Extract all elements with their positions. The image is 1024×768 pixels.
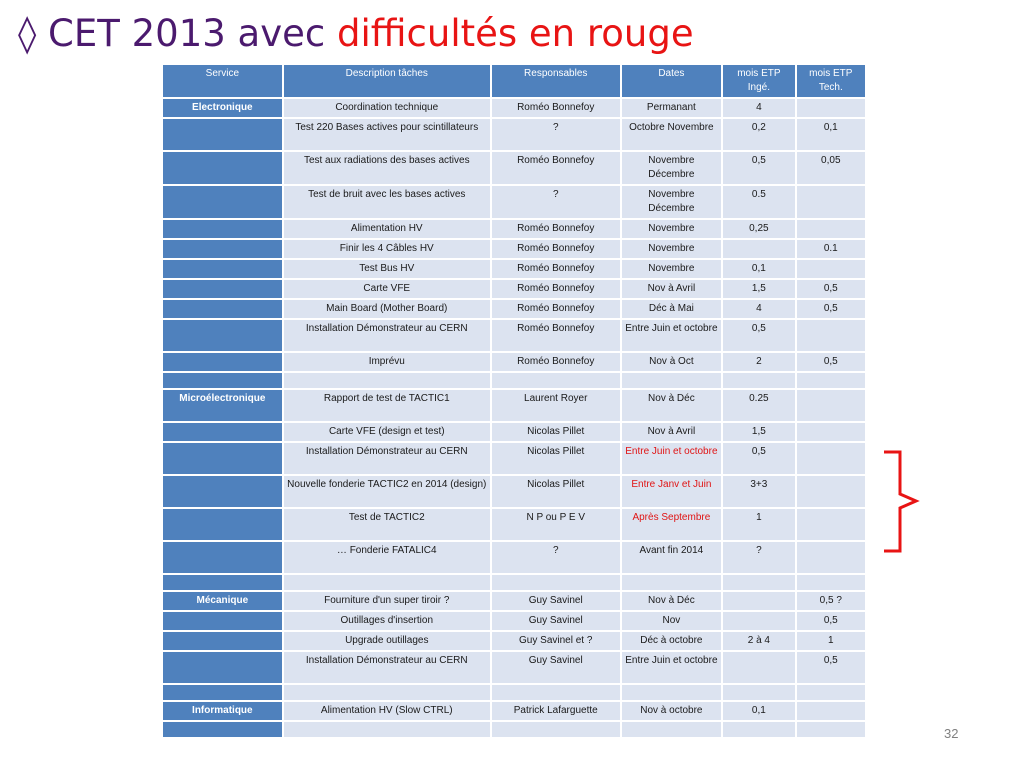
cell-service bbox=[163, 152, 282, 184]
cell-dates: Nov à Déc bbox=[622, 592, 722, 610]
cell-description: Fourniture d'un super tiroir ? bbox=[284, 592, 490, 610]
cell-etp-tech: 0,5 bbox=[797, 612, 865, 630]
title-text: CET 2013 avec bbox=[36, 12, 337, 55]
cell-responsable: Roméo Bonnefoy bbox=[492, 280, 620, 298]
cell-description: Coordination technique bbox=[284, 99, 490, 117]
cell-service bbox=[163, 476, 282, 507]
cell-service bbox=[163, 260, 282, 278]
cell-responsable: Roméo Bonnefoy bbox=[492, 152, 620, 184]
cell-etp-inge: 0,5 bbox=[723, 443, 794, 474]
table-row bbox=[163, 320, 865, 351]
page-number: 32 bbox=[944, 726, 959, 741]
cell-dates: Nov à Avril bbox=[622, 280, 722, 298]
task-table bbox=[161, 63, 867, 739]
cell-etp-inge: 0.5 bbox=[723, 186, 794, 218]
table-row bbox=[163, 632, 865, 650]
cell-service: Microélectronique bbox=[163, 390, 282, 421]
cell-responsable: Patrick Lafarguette bbox=[492, 702, 620, 720]
cell-etp-tech: 1 bbox=[797, 632, 865, 650]
cell-etp-tech: 0,5 bbox=[797, 280, 865, 298]
cell-service bbox=[163, 542, 282, 573]
table-row bbox=[163, 280, 865, 298]
cell-responsable: ? bbox=[492, 186, 620, 218]
cell-description bbox=[284, 575, 490, 590]
cell-responsable: Roméo Bonnefoy bbox=[492, 300, 620, 318]
cell-etp-inge bbox=[723, 373, 794, 388]
cell-description bbox=[284, 685, 490, 700]
cell-etp-tech bbox=[797, 373, 865, 388]
cell-service bbox=[163, 423, 282, 441]
cell-dates: Entre Juin et octobre bbox=[622, 652, 722, 683]
cell-responsable: Roméo Bonnefoy bbox=[492, 260, 620, 278]
cell-etp-tech bbox=[797, 320, 865, 351]
cell-responsable: Guy Savinel bbox=[492, 652, 620, 683]
cell-etp-inge: 0,25 bbox=[723, 220, 794, 238]
cell-etp-inge bbox=[723, 722, 794, 737]
cell-description: Imprévu bbox=[284, 353, 490, 371]
cell-etp-inge: 3+3 bbox=[723, 476, 794, 507]
cell-etp-inge: 1,5 bbox=[723, 423, 794, 441]
cell-etp-inge: 2 à 4 bbox=[723, 632, 794, 650]
cell-description: Alimentation HV (Slow CTRL) bbox=[284, 702, 490, 720]
cell-description: Test de TACTIC2 bbox=[284, 509, 490, 540]
slide-title bbox=[18, 10, 694, 58]
cell-etp-tech: 0,5 bbox=[797, 652, 865, 683]
cell-description: Main Board (Mother Board) bbox=[284, 300, 490, 318]
header-responsables: Responsables bbox=[492, 65, 620, 97]
cell-service bbox=[163, 240, 282, 258]
cell-description: Installation Démonstrateur au CERN bbox=[284, 443, 490, 474]
cell-dates: Déc à octobre bbox=[622, 632, 722, 650]
table-row bbox=[163, 152, 865, 184]
cell-description: Carte VFE bbox=[284, 280, 490, 298]
cell-dates: Octobre Novembre bbox=[622, 119, 722, 150]
cell-description: Alimentation HV bbox=[284, 220, 490, 238]
cell-etp-inge bbox=[723, 592, 794, 610]
cell-responsable: Guy Savinel et ? bbox=[492, 632, 620, 650]
table-row bbox=[163, 260, 865, 278]
cell-description: Test 220 Bases actives pour scintillateurs bbox=[284, 119, 490, 150]
cell-service: Electronique bbox=[163, 99, 282, 117]
header-service: Service bbox=[163, 65, 282, 97]
cell-dates: Entre Juin et octobre bbox=[622, 443, 722, 474]
diamond-icon: ◊ bbox=[18, 12, 37, 55]
table-row bbox=[163, 119, 865, 150]
cell-etp-tech: 0,1 bbox=[797, 119, 865, 150]
cell-dates: Nov à octobre bbox=[622, 702, 722, 720]
cell-etp-inge bbox=[723, 612, 794, 630]
cell-description: Test Bus HV bbox=[284, 260, 490, 278]
cell-responsable bbox=[492, 373, 620, 388]
table-row bbox=[163, 685, 865, 700]
cell-dates: Après Septembre bbox=[622, 509, 722, 540]
header-etp-tech: mois ETP Tech. bbox=[797, 65, 865, 97]
table-header-row bbox=[163, 65, 865, 97]
cell-etp-inge: 4 bbox=[723, 99, 794, 117]
cell-etp-inge: 0,5 bbox=[723, 320, 794, 351]
cell-description: Nouvelle fonderie TACTIC2 en 2014 (design) bbox=[284, 476, 490, 507]
cell-etp-inge: 0,2 bbox=[723, 119, 794, 150]
cell-etp-inge bbox=[723, 575, 794, 590]
cell-etp-inge: 0.25 bbox=[723, 390, 794, 421]
cell-service bbox=[163, 722, 282, 737]
cell-dates bbox=[622, 722, 722, 737]
cell-description: Test de bruit avec les bases actives bbox=[284, 186, 490, 218]
table-row bbox=[163, 702, 865, 720]
cell-service: Informatique bbox=[163, 702, 282, 720]
cell-etp-tech bbox=[797, 390, 865, 421]
cell-etp-inge: 0,1 bbox=[723, 702, 794, 720]
table-row bbox=[163, 373, 865, 388]
cell-etp-tech: 0,5 bbox=[797, 300, 865, 318]
cell-dates: Novembre bbox=[622, 240, 722, 258]
cell-etp-inge: 0,1 bbox=[723, 260, 794, 278]
cell-dates: Nov à Avril bbox=[622, 423, 722, 441]
cell-dates: Permanant bbox=[622, 99, 722, 117]
table-row bbox=[163, 240, 865, 258]
cell-service bbox=[163, 186, 282, 218]
cell-service bbox=[163, 373, 282, 388]
cell-dates bbox=[622, 373, 722, 388]
cell-etp-inge bbox=[723, 685, 794, 700]
cell-etp-tech bbox=[797, 702, 865, 720]
cell-dates: Déc à Mai bbox=[622, 300, 722, 318]
title-red-text: difficultés en rouge bbox=[337, 12, 694, 55]
table-row bbox=[163, 186, 865, 218]
cell-etp-inge bbox=[723, 652, 794, 683]
table-row bbox=[163, 220, 865, 238]
cell-etp-tech bbox=[797, 509, 865, 540]
cell-responsable: Roméo Bonnefoy bbox=[492, 240, 620, 258]
cell-responsable: N P ou P E V bbox=[492, 509, 620, 540]
cell-description: Outillages d'insertion bbox=[284, 612, 490, 630]
cell-service bbox=[163, 220, 282, 238]
cell-service bbox=[163, 280, 282, 298]
cell-etp-tech: 0,5 ? bbox=[797, 592, 865, 610]
cell-etp-tech bbox=[797, 722, 865, 737]
cell-service bbox=[163, 509, 282, 540]
cell-description: Carte VFE (design et test) bbox=[284, 423, 490, 441]
cell-description: Installation Démonstrateur au CERN bbox=[284, 652, 490, 683]
cell-dates: Novembre bbox=[622, 260, 722, 278]
table-body bbox=[163, 99, 865, 737]
cell-dates: Entre Janv et Juin bbox=[622, 476, 722, 507]
cell-etp-tech bbox=[797, 220, 865, 238]
cell-dates: Avant fin 2014 bbox=[622, 542, 722, 573]
cell-dates bbox=[622, 685, 722, 700]
cell-responsable: Nicolas Pillet bbox=[492, 443, 620, 474]
table-row bbox=[163, 509, 865, 540]
cell-description: Installation Démonstrateur au CERN bbox=[284, 320, 490, 351]
cell-etp-tech: 0,05 bbox=[797, 152, 865, 184]
bracket-annotation-icon bbox=[880, 450, 920, 553]
table-row bbox=[163, 542, 865, 573]
cell-etp-tech bbox=[797, 186, 865, 218]
cell-etp-tech bbox=[797, 542, 865, 573]
cell-description: Rapport de test de TACTIC1 bbox=[284, 390, 490, 421]
cell-responsable: Roméo Bonnefoy bbox=[492, 320, 620, 351]
cell-responsable: Roméo Bonnefoy bbox=[492, 99, 620, 117]
table-row bbox=[163, 300, 865, 318]
table-row bbox=[163, 390, 865, 421]
cell-etp-inge: 0,5 bbox=[723, 152, 794, 184]
table-row bbox=[163, 423, 865, 441]
cell-description: … Fonderie FATALIC4 bbox=[284, 542, 490, 573]
cell-responsable: Guy Savinel bbox=[492, 612, 620, 630]
cell-etp-tech bbox=[797, 443, 865, 474]
cell-responsable: Nicolas Pillet bbox=[492, 476, 620, 507]
cell-service bbox=[163, 575, 282, 590]
table-row bbox=[163, 99, 865, 117]
cell-responsable bbox=[492, 685, 620, 700]
cell-service bbox=[163, 612, 282, 630]
cell-service bbox=[163, 652, 282, 683]
table-row bbox=[163, 612, 865, 630]
cell-etp-tech: 0,5 bbox=[797, 353, 865, 371]
cell-responsable: ? bbox=[492, 119, 620, 150]
cell-etp-inge: 1,5 bbox=[723, 280, 794, 298]
cell-etp-inge: ? bbox=[723, 542, 794, 573]
cell-etp-tech bbox=[797, 575, 865, 590]
table-row bbox=[163, 592, 865, 610]
table-row bbox=[163, 443, 865, 474]
cell-dates: Nov bbox=[622, 612, 722, 630]
table-row bbox=[163, 476, 865, 507]
cell-dates: Novembre Décembre bbox=[622, 152, 722, 184]
cell-description: Test aux radiations des bases actives bbox=[284, 152, 490, 184]
cell-etp-tech bbox=[797, 476, 865, 507]
cell-service bbox=[163, 119, 282, 150]
cell-service bbox=[163, 632, 282, 650]
cell-service bbox=[163, 353, 282, 371]
cell-etp-inge: 2 bbox=[723, 353, 794, 371]
header-etp-inge: mois ETP Ingé. bbox=[723, 65, 794, 97]
table-row bbox=[163, 652, 865, 683]
cell-etp-tech bbox=[797, 99, 865, 117]
cell-responsable: Roméo Bonnefoy bbox=[492, 353, 620, 371]
cell-etp-inge: 1 bbox=[723, 509, 794, 540]
cell-responsable: Nicolas Pillet bbox=[492, 423, 620, 441]
cell-responsable bbox=[492, 575, 620, 590]
cell-description: Upgrade outillages bbox=[284, 632, 490, 650]
cell-description bbox=[284, 722, 490, 737]
cell-etp-tech bbox=[797, 423, 865, 441]
cell-etp-tech: 0.1 bbox=[797, 240, 865, 258]
cell-service bbox=[163, 685, 282, 700]
cell-responsable: Laurent Royer bbox=[492, 390, 620, 421]
header-description: Description tâches bbox=[284, 65, 490, 97]
cell-etp-inge bbox=[723, 240, 794, 258]
table-row bbox=[163, 722, 865, 737]
cell-dates: Nov à Déc bbox=[622, 390, 722, 421]
cell-responsable: Guy Savinel bbox=[492, 592, 620, 610]
cell-dates: Nov à Oct bbox=[622, 353, 722, 371]
cell-responsable: ? bbox=[492, 542, 620, 573]
cell-service: Mécanique bbox=[163, 592, 282, 610]
header-dates: Dates bbox=[622, 65, 722, 97]
cell-dates: Entre Juin et octobre bbox=[622, 320, 722, 351]
table-row bbox=[163, 575, 865, 590]
table-row bbox=[163, 353, 865, 371]
cell-service bbox=[163, 320, 282, 351]
cell-service bbox=[163, 443, 282, 474]
cell-service bbox=[163, 300, 282, 318]
cell-etp-tech bbox=[797, 685, 865, 700]
cell-responsable bbox=[492, 722, 620, 737]
cell-etp-inge: 4 bbox=[723, 300, 794, 318]
cell-dates bbox=[622, 575, 722, 590]
cell-etp-tech bbox=[797, 260, 865, 278]
cell-description bbox=[284, 373, 490, 388]
cell-dates: Novembre Décembre bbox=[622, 186, 722, 218]
cell-dates: Novembre bbox=[622, 220, 722, 238]
cell-responsable: Roméo Bonnefoy bbox=[492, 220, 620, 238]
cell-description: Finir les 4 Câbles HV bbox=[284, 240, 490, 258]
